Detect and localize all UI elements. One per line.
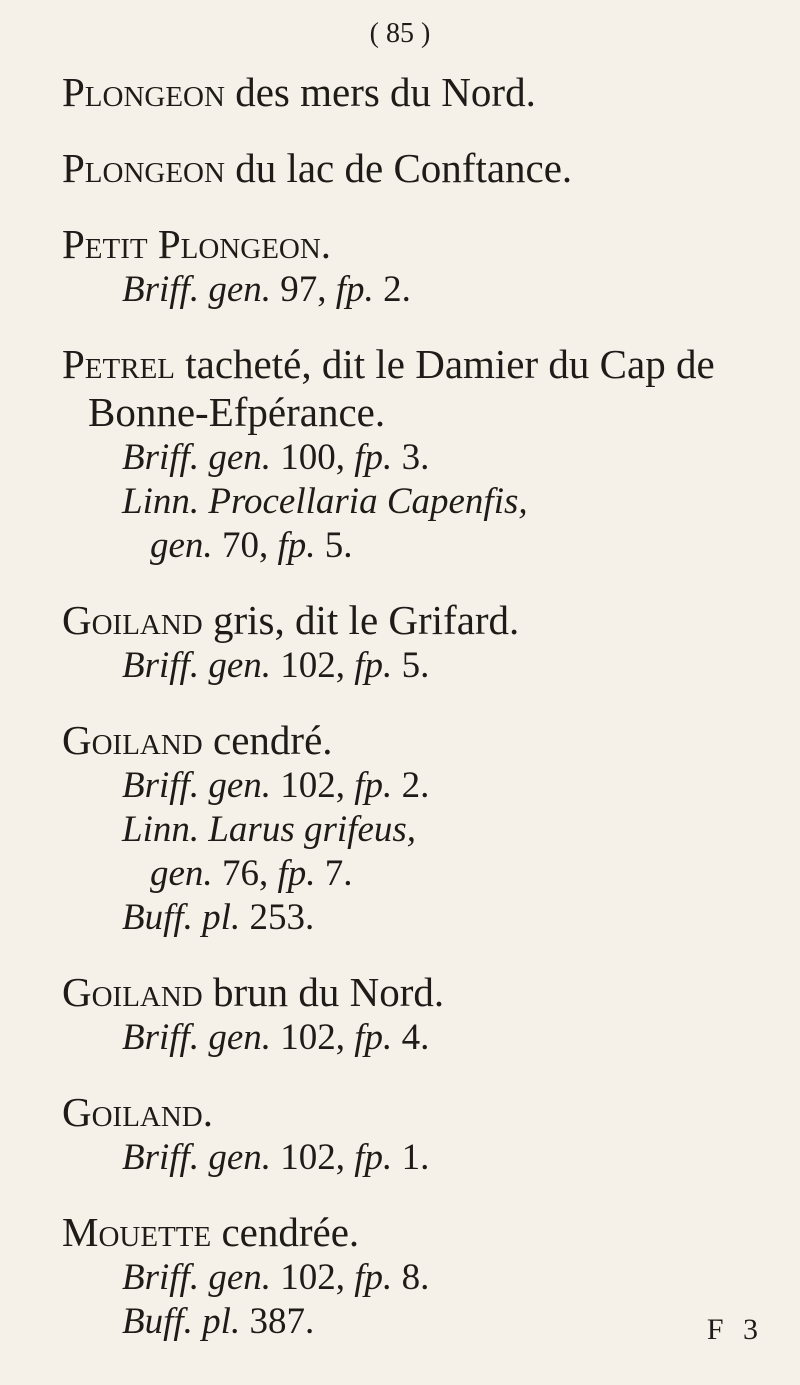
reference-line xyxy=(62,852,782,896)
entry-name-rest: cendrée. xyxy=(211,1209,360,1255)
reference-work: pl. xyxy=(192,897,241,938)
reference-work: Larus grifeus, xyxy=(199,809,417,850)
reference-species-abbr: fp. xyxy=(354,765,393,806)
entry-name-rest: cendré. xyxy=(202,717,333,763)
reference-line xyxy=(62,1016,782,1060)
entry-gap xyxy=(62,116,782,144)
reference-work: gen. xyxy=(199,437,272,478)
reference-number: 76, xyxy=(212,853,278,894)
reference-number: 102, xyxy=(271,1017,355,1058)
reference-author: Buff. xyxy=(122,1301,193,1342)
reference-work: Procellaria Capenfis, xyxy=(199,481,528,522)
reference-work: pl. xyxy=(192,1301,241,1342)
reference-line xyxy=(62,1136,782,1180)
entry-gap xyxy=(62,688,782,716)
reference-author: Briff. xyxy=(122,765,200,806)
reference-species-abbr: fp. xyxy=(354,645,393,686)
entry-name: Mouette xyxy=(62,1209,212,1255)
entry-heading-continued: Bonne-Efpérance. xyxy=(88,389,386,435)
reference-author: Buff. xyxy=(122,897,193,938)
entry-name: Petrel xyxy=(62,341,176,387)
reference-species-number: 2. xyxy=(373,269,411,310)
reference-author: Linn. xyxy=(122,481,200,522)
reference-species-number: 5. xyxy=(315,525,353,566)
reference-species-number: 8. xyxy=(392,1257,430,1298)
entry-name: Plongeon xyxy=(62,69,225,115)
reference-number: 102, xyxy=(271,645,355,686)
entry-heading xyxy=(62,340,782,388)
reference-species-number: 1. xyxy=(392,1137,430,1178)
entry xyxy=(62,968,782,1060)
entry-name-rest: des mers du Nord. xyxy=(224,69,536,115)
reference-work: gen. xyxy=(199,1137,272,1178)
reference-number: 102, xyxy=(271,1137,355,1178)
reference-number: 253. xyxy=(240,897,315,938)
reference-author: Briff. xyxy=(122,1257,200,1298)
entry-name-rest: tacheté, dit le Damier du Cap de xyxy=(175,341,715,387)
reference-author: Briff. xyxy=(122,437,200,478)
reference-author: Briff. xyxy=(122,1137,200,1178)
reference-line xyxy=(62,436,782,480)
reference-species-number: 4. xyxy=(392,1017,430,1058)
entry-name-rest: gris, dit le Grifard. xyxy=(202,597,520,643)
reference-species-abbr: fp. xyxy=(354,1137,393,1178)
entry-gap xyxy=(62,940,782,968)
reference-species-abbr: fp. xyxy=(354,1257,393,1298)
entry xyxy=(62,716,782,940)
reference-author: Briff. xyxy=(122,645,200,686)
reference-species-abbr: fp. xyxy=(354,437,393,478)
reference-species-abbr: fp. xyxy=(277,853,316,894)
entry-gap xyxy=(62,568,782,596)
entry-heading xyxy=(62,1208,782,1256)
entry-name: Goiland xyxy=(62,717,203,763)
reference-work: gen. xyxy=(150,525,213,566)
reference-work: gen. xyxy=(199,765,272,806)
reference-line xyxy=(62,1300,782,1344)
entry xyxy=(62,596,782,688)
entry-heading xyxy=(62,716,782,764)
reference-work: gen. xyxy=(199,1017,272,1058)
reference-number: 100, xyxy=(271,437,355,478)
entry-heading xyxy=(62,144,782,192)
reference-number: 102, xyxy=(271,1257,355,1298)
reference-species-number: 7. xyxy=(315,853,353,894)
entry-gap xyxy=(62,192,782,220)
reference-author: Briff. xyxy=(122,1017,200,1058)
entry-name: Goiland xyxy=(62,597,203,643)
reference-number: 70, xyxy=(212,525,278,566)
entry-heading xyxy=(62,596,782,644)
entry-heading xyxy=(62,68,782,116)
reference-author: Briff. xyxy=(122,269,200,310)
entry-name: Plongeon xyxy=(62,145,225,191)
entry xyxy=(62,340,782,568)
reference-line xyxy=(62,644,782,688)
reference-work: gen. xyxy=(199,645,272,686)
entry xyxy=(62,144,782,192)
reference-line xyxy=(62,480,782,524)
entry-gap xyxy=(62,1180,782,1208)
entry-name: Goiland. xyxy=(62,1089,214,1135)
reference-species-abbr: fp. xyxy=(277,525,316,566)
reference-species-number: 3. xyxy=(392,437,430,478)
reference-species-number: 2. xyxy=(392,765,430,806)
entry-name: Goiland xyxy=(62,969,203,1015)
entry-name-rest: brun du Nord. xyxy=(202,969,445,1015)
reference-line xyxy=(62,1256,782,1300)
entry-name-rest: du lac de Conftance. xyxy=(224,145,573,191)
reference-species-number: 5. xyxy=(392,645,430,686)
reference-line xyxy=(62,524,782,568)
entry xyxy=(62,1088,782,1180)
reference-number: 97, xyxy=(271,269,336,310)
entry-gap xyxy=(62,312,782,340)
entry-list xyxy=(62,68,782,1344)
entry-heading xyxy=(62,1088,782,1136)
reference-line xyxy=(62,268,782,312)
reference-number: 387. xyxy=(240,1301,315,1342)
entry xyxy=(62,68,782,116)
reference-species-abbr: fp. xyxy=(335,269,374,310)
reference-line xyxy=(62,896,782,940)
reference-species-abbr: fp. xyxy=(354,1017,393,1058)
signature-mark: F 3 xyxy=(706,1313,764,1346)
reference-number: 102, xyxy=(271,765,355,806)
entry xyxy=(62,1208,782,1344)
reference-work: gen. xyxy=(199,269,272,310)
reference-line xyxy=(62,808,782,852)
entry-heading xyxy=(62,968,782,1016)
reference-line xyxy=(62,764,782,808)
reference-work: gen. xyxy=(150,853,213,894)
entry-name: Petit Plongeon. xyxy=(62,221,332,267)
page-number: ( 85 ) xyxy=(369,18,431,49)
reference-work: gen. xyxy=(199,1257,272,1298)
entry xyxy=(62,220,782,312)
entry-heading xyxy=(62,220,782,268)
entry-gap xyxy=(62,1060,782,1088)
reference-author: Linn. xyxy=(122,809,200,850)
